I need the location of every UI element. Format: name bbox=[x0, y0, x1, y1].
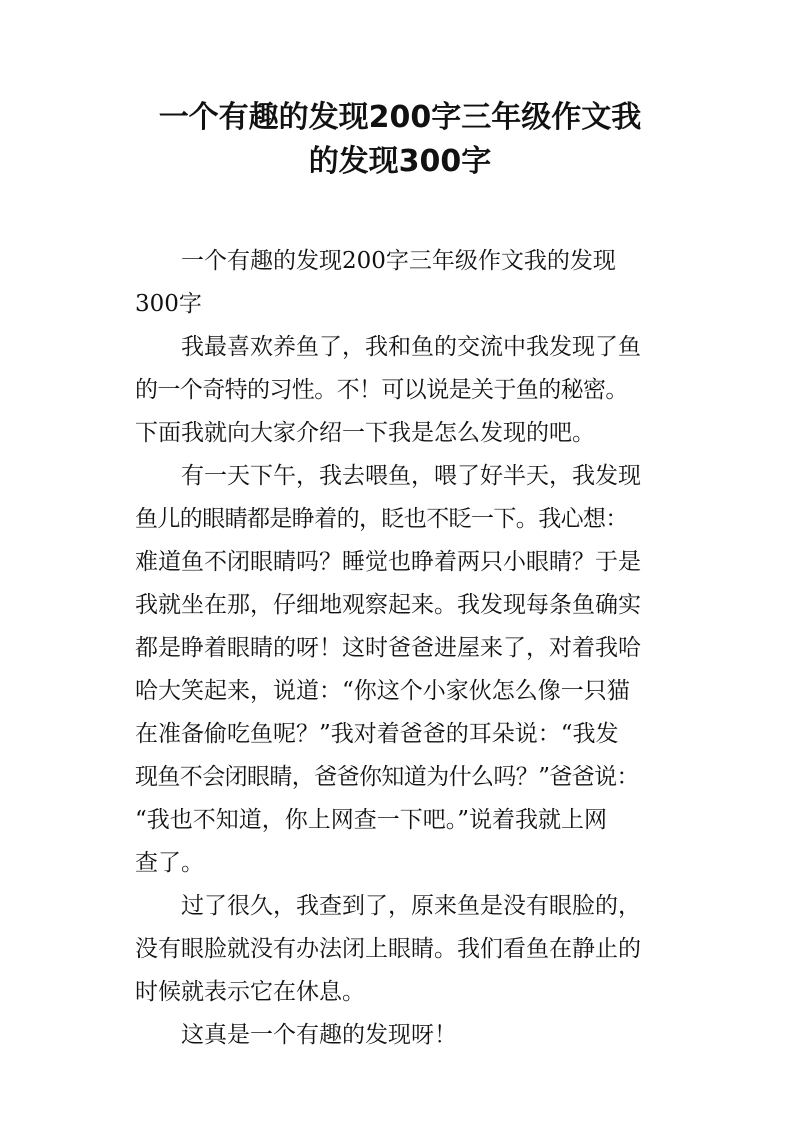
text-line: 我就坐在那，仔细地观察起来。我发现每条鱼确实 bbox=[135, 592, 641, 618]
text-line: 下面我就向大家介绍一下我是怎么发现的吧。 bbox=[135, 420, 595, 446]
title-line: 一个有趣的发现200字三年级作文我 bbox=[158, 100, 642, 135]
paragraph-conclusion bbox=[135, 1014, 670, 1057]
paragraph-subtitle bbox=[135, 240, 670, 326]
text-line: 300字 bbox=[135, 291, 202, 317]
text-line: 在准备偷吃鱼呢？”我对着爸爸的耳朵说：“我发 bbox=[135, 721, 619, 747]
text-line: 鱼儿的眼睛都是睁着的，眨也不眨一下。我心想： bbox=[135, 506, 628, 532]
text-line: 一个有趣的发现200字三年级作文我的发现 bbox=[181, 248, 616, 274]
text-line: 难道鱼不闭眼睛吗？睡觉也睁着两只小眼睛？于是 bbox=[135, 549, 641, 575]
paragraph-intro bbox=[135, 326, 670, 455]
text-line: 时候就表示它在休息。 bbox=[135, 979, 365, 1005]
text-line: 没有眼脸就没有办法闭上眼睛。我们看鱼在静止的 bbox=[135, 936, 641, 962]
text-line: “我也不知道，你上网查一下吧。”说着我就上网 bbox=[135, 807, 608, 833]
text-line: 都是睁着眼睛的呀！这时爸爸进屋来了，对着我哈 bbox=[135, 635, 641, 661]
title-line: 的发现300字 bbox=[308, 144, 492, 179]
text-line: 我最喜欢养鱼了，我和鱼的交流中我发现了鱼 bbox=[181, 334, 641, 360]
document-title bbox=[120, 96, 680, 184]
text-line: 现鱼不会闭眼睛，爸爸你知道为什么吗？”爸爸说： bbox=[135, 764, 639, 790]
text-line: 过了很久，我查到了，原来鱼是没有眼脸的， bbox=[181, 893, 641, 919]
text-line: 的一个奇特的习性。不！可以说是关于鱼的秘密。 bbox=[135, 377, 628, 403]
paragraph-discovery bbox=[135, 885, 670, 1014]
text-line: 哈大笑起来，说道：“你这个小家伙怎么像一只猫 bbox=[135, 678, 630, 704]
document-body bbox=[135, 240, 670, 1057]
paragraph-story bbox=[135, 455, 670, 885]
text-line: 这真是一个有趣的发现呀！ bbox=[181, 1022, 457, 1048]
text-line: 有一天下午，我去喂鱼，喂了好半天，我发现 bbox=[181, 463, 641, 489]
text-line: 查了。 bbox=[135, 850, 204, 876]
